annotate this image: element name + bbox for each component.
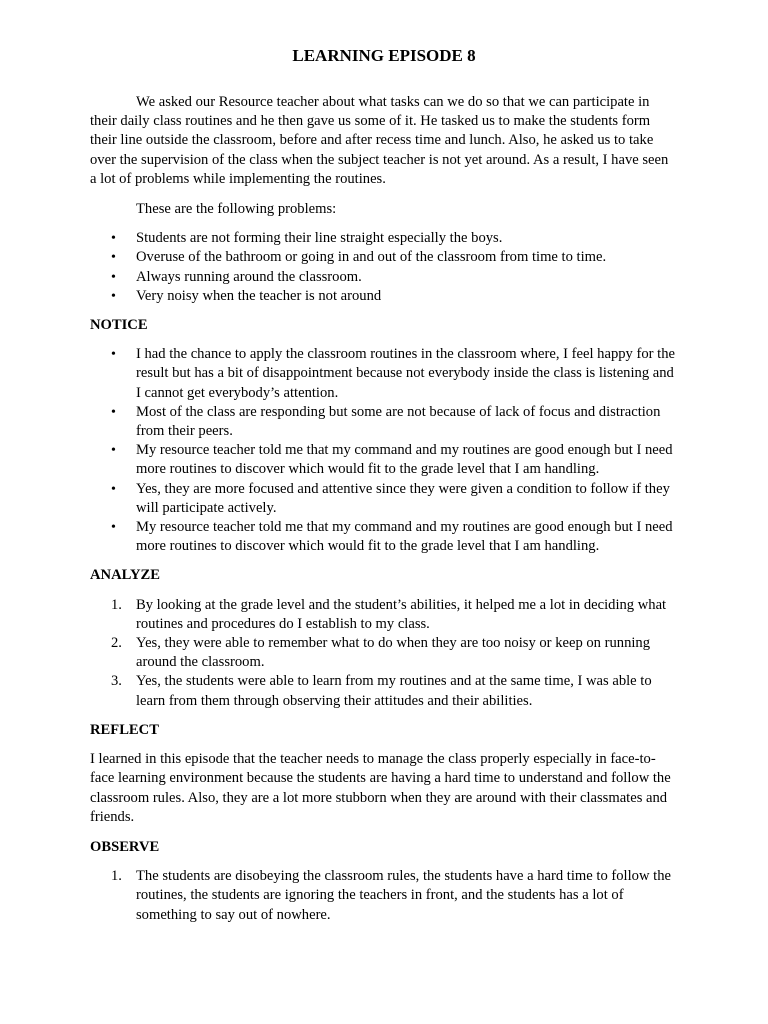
list-item [111,596,678,634]
bullet-icon: • [111,288,116,304]
list-item [111,480,678,518]
bullet-icon: • [111,347,116,363]
list-item-text: Always running around the classroom. [136,268,362,285]
bullet-icon: • [111,443,116,459]
list-number: 1. [111,596,122,613]
bullet-icon: • [111,481,116,497]
list-item-text: I had the chance to apply the classroom routines in the classroom where, I feel happy for the result but has a bit of disappointment because not everybody inside the class is listening and I cannot get everybody’s attention. [136,346,675,401]
list-item [111,867,678,925]
bullet-icon: • [111,520,116,536]
list-item-text: Most of the class are responding but some are not because of lack of focus and distraction from their peers. [136,403,661,440]
list-item [111,441,678,479]
list-item-text: Very noisy when the teacher is not around [136,287,382,304]
list-item-text: My resource teacher told me that my command and my routines are good enough but I need more routines to discover which would fit to the grade level that I am handling. [136,519,673,555]
list-item [111,268,678,287]
analyze-heading: ANALYZE [90,567,161,584]
reflect-paragraph: I learned in this episode that the teacher needs to manage the class properly especially in face-to-face learning environment because the students are having a hard time to understand and follow the classroom rules. Also, they are a lot more stubborn when they are around with their classmates and friends. [90,751,671,825]
bullet-icon: • [111,231,116,247]
bullet-icon: • [111,404,116,420]
list-item-text: Yes, they were able to remember what to do when they are too noisy or keep on running around the classroom. [136,635,651,671]
notice-list [90,345,678,556]
list-item-text: Yes, the students were able to learn from my routines and at the same time, I was able to learn from them through observing their attitudes and their abilities. [136,673,652,709]
list-item [111,229,678,248]
list-item [111,634,678,672]
list-item [111,345,678,403]
intro-paragraph: We asked our Resource teacher about what tasks can we do so that we can participate in their daily class routines and he then gave us some of it. He tasked us to make the students form their line outside the classroom, before and after recess time and lunch. Also, he asked us to take over the supervision of the class when the subject teacher is not yet around. As a result, I have seen a lot of problems while implementing the routines. [90,94,669,187]
bullet-icon: • [111,269,116,285]
reflect-heading: REFLECT [90,721,159,738]
list-item-text: Overuse of the bathroom or going in and out of the classroom from time to time. [136,249,607,266]
list-item-text: The students are disobeying the classroom rules, the students have a hard time to follow the routines, the students are ignoring the teachers in front, and the students has a lot of something to say out of nowhere. [136,868,671,923]
list-number: 3. [111,673,122,690]
observe-list [90,867,678,925]
list-item [111,403,678,441]
problems-list [90,229,678,306]
analyze-list [90,596,678,711]
bullet-icon: • [111,250,116,266]
list-item-text: By looking at the grade level and the student’s abilities, it helped me a lot in deciding what routines and procedures do I establish to my class. [136,596,667,632]
list-item [111,518,678,556]
list-number: 1. [111,868,122,885]
notice-heading: NOTICE [90,317,148,334]
page-title: LEARNING EPISODE 8 [292,46,476,65]
problems-intro: These are the following problems: [136,201,337,218]
list-item-text: Yes, they are more focused and attentive since they were given a condition to follow if they will participate actively. [136,480,670,516]
list-item [111,672,678,710]
list-item-text: My resource teacher told me that my command and my routines are good enough but I need more routines to discover which would fit to the grade level that I am handling. [136,442,673,478]
list-item [111,287,678,306]
list-number: 2. [111,635,122,652]
observe-heading: OBSERVE [90,838,160,855]
list-item [111,248,678,267]
list-item-text: Students are not forming their line straight especially the boys. [136,230,503,247]
